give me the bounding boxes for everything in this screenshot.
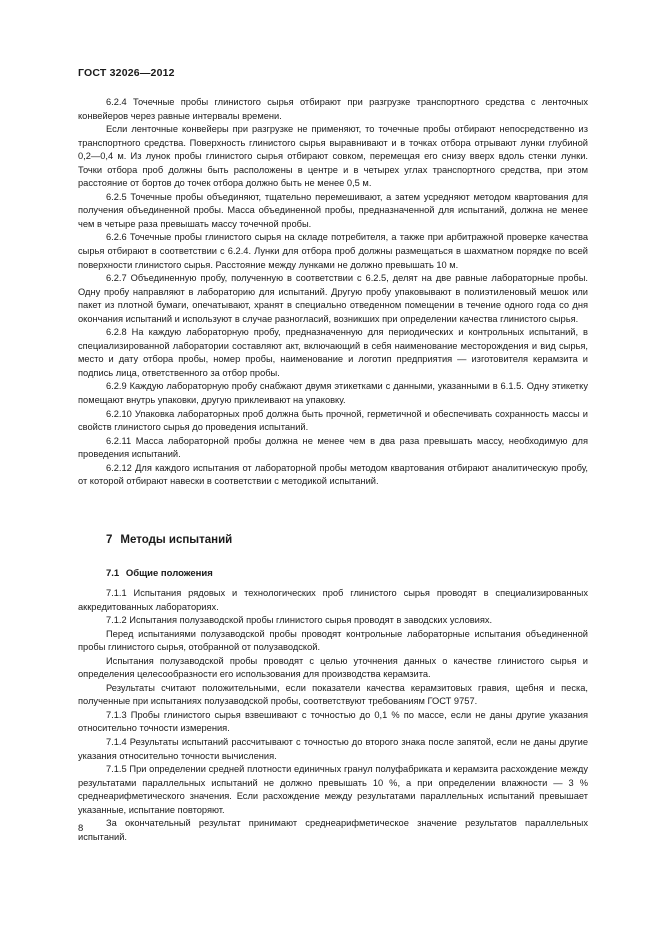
- paragraph-7-1-3: 7.1.3 Пробы глинистого сырья взвешивают с точностью до 0,1 % по массе, если не даны другие указания относительно точности измерения.: [78, 709, 588, 734]
- subsection-7-1-title: Общие положения: [125, 568, 213, 579]
- paragraph-7-1-2: 7.1.2 Испытания полузаводской пробы глинистого сырья проводят в заводских условиях.: [106, 615, 493, 626]
- paragraph-6-2-12: 6.2.12 Для каждого испытания от лабораторной пробы методом квартования отбирают аналитическую пробу, от которой отбирают навески в соответствии с методикой испытаний.: [78, 462, 588, 487]
- paragraph-7-1-4: 7.1.4 Результаты испытаний рассчитывают с точностью до второго знака после запятой, если не даны другие указания относительно точности вычисления.: [78, 737, 588, 761]
- paragraph-7-1-2-c: Результаты считают положительными, если показатели качества керамзитовых гравия, щебня и песка, полученные при испытаниях полузаводской пробы, соответствуют требованиям ГОСТ 9757.: [78, 682, 588, 707]
- paragraph-6-2-5: 6.2.5 Точечные пробы объединяют, тщательно перемешивают, а затем усредняют методом квартования для получения объединенной пробы. Масса объединенной пробы, предназначенной для испытаний, должна не менее чем в четыре раза превышать массу точечной пробы.: [78, 191, 588, 229]
- paragraph-7-1-5-a: За окончательный результат принимают среднеарифметическое значение результатов параллельных испытаний.: [78, 818, 588, 842]
- paragraph-7-1-2-b: Испытания полузаводской пробы проводят с целью уточнения данных о качестве глинистого сырья и определения целесообразности его использования для производства керамзита.: [78, 655, 588, 680]
- paragraph-6-2-10: 6.2.10 Упаковка лабораторных проб должна быть прочной, герметичной и обеспечивать сохранность массы и свойств глинистого сырья до проведения испытаний.: [78, 408, 588, 433]
- subsection-7-1-number: 7.1: [106, 568, 120, 579]
- page-number: 8: [78, 823, 84, 834]
- paragraph-6-2-8: 6.2.8 На каждую лабораторную пробу, предназначенную для периодических и контрольных испытаний, в специализированной лаборатории составляют акт, включающий в себя наименование месторождения и вид сырья, место и дату отбора пробы, номер пробы, наименование и логотип предприятия — изготовителя керамзита и подпись лица, ответственного за отбор пробы.: [78, 327, 588, 378]
- paragraph-6-2-7: 6.2.7 Объединенную пробу, полученную в соответствии с 6.2.5, делят на две равные лабораторные пробы. Одну пробу направляют в лабораторию для испытаний. Другую пробу упаковывают в полиэтиленовый мешок или пакет из плотной бумаги, опечатывают, хранят в специально отведенном помещении в течение одного года со дня окончания испытаний и используют в случае разногласий, возникших при определении качества глинистого сырья.: [78, 273, 588, 324]
- paragraph-6-2-11: 6.2.11 Масса лабораторной пробы должна не менее чем в два раза превышать массу, необходимую для проведения испытаний.: [78, 435, 588, 460]
- section-7-title: Методы испытаний: [120, 534, 233, 546]
- paragraph-6-2-9: 6.2.9 Каждую лабораторную пробу снабжают двумя этикетками с данными, указанными в 6.1.5. Одну этикетку помещают внутрь упаковки, другую приклеивают на упаковку.: [78, 381, 588, 406]
- paragraph-6-2-4-cont: Если ленточные конвейеры при разгрузке не применяют, то точечные пробы отбирают непосредственно из транспортного средства. Поверхность глинистого сырья выравнивают и в точках отбора отрывают лунки глубиной 0,2—0,4 м. Из лунок пробы глинистого сырья отбирают совком, перемещая его снизу вверх вдоль стенки лунки. Точки отбора проб должны быть расположены в центре и в четырех углах транспортного средства, при этом расстояние от бортов до точек отбора должно быть не менее 0,5 м.: [78, 124, 588, 189]
- paragraph-7-1-5: 7.1.5 При определении средней плотности единичных гранул полуфабриката и керамзита расхождение между результатами параллельных испытаний не должно превышать 10 %, а при определении влажности — 3 % среднеарифметического значения. Если расхождение между результатами параллельных испытаний превышает указанные, испытание повторяют.: [78, 764, 588, 815]
- section-7-body: [78, 587, 588, 844]
- section-7-heading: [106, 534, 232, 546]
- paragraph-6-2-6: 6.2.6 Точечные пробы глинистого сырья на складе потребителя, а также при арбитражной проверке качества сырья отбирают в соответствии с 6.2.4. Лунки для отбора проб должны размещаться в шахматном порядке по всей поверхности глинистого сырья. Расстояние между лунками не должно превышать 10 м.: [78, 232, 588, 270]
- subsection-7-1-heading: [106, 568, 213, 579]
- paragraph-7-1-1: 7.1.1 Испытания рядовых и технологических проб глинистого сырья проводят в специализированных аккредитованных лабораториях.: [78, 588, 588, 612]
- document-code: ГОСТ 32026—2012: [78, 67, 175, 79]
- paragraph-7-1-2-a: Перед испытаниями полузаводской пробы проводят контрольные лабораторные испытания объединенной пробы глинистого сырья, отобранной от полузаводской.: [78, 628, 588, 653]
- section-7-number: 7: [106, 534, 113, 546]
- paragraph-6-2-4: 6.2.4 Точечные пробы глинистого сырья отбирают при разгрузке транспортного средства с ленточных конвейеров через равные интервалы времени.: [78, 97, 588, 121]
- section-6-body: [78, 96, 588, 489]
